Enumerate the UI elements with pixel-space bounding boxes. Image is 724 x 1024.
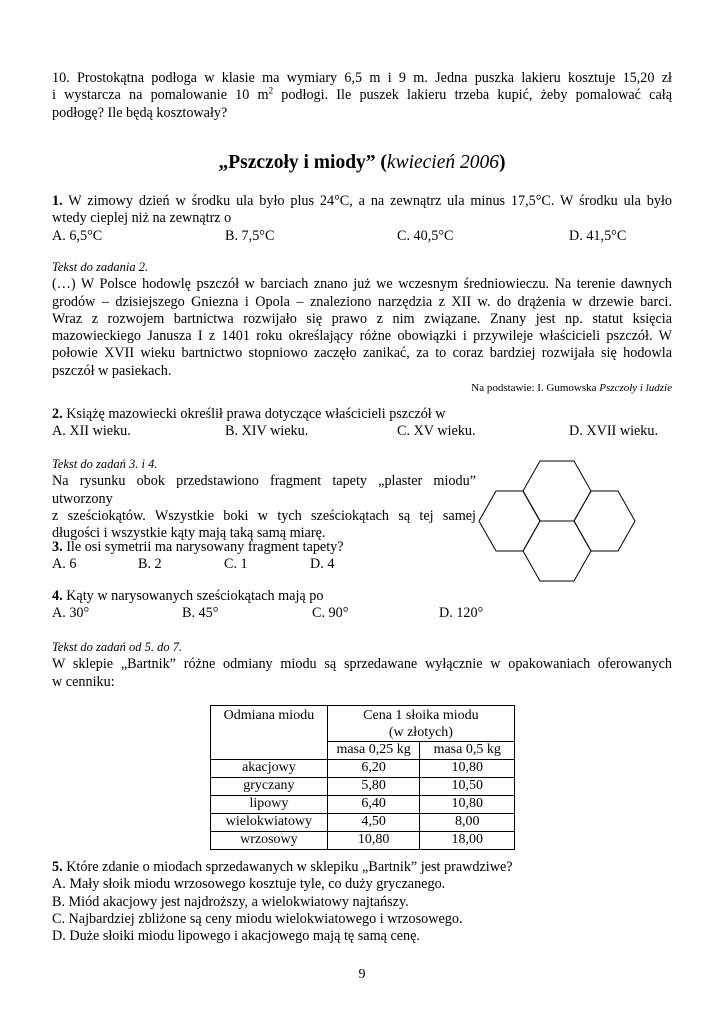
page-title: „Pszczoły i miody” (kwiecień 2006)	[218, 152, 506, 173]
q4-option-d: D. 120°	[439, 605, 484, 622]
q3-number: 3.	[52, 539, 63, 555]
text34-label: Tekst do zadań 3. i 4.	[52, 457, 158, 471]
table-cell-small: 10,80	[327, 832, 420, 850]
section-title	[52, 151, 672, 175]
q1-options	[52, 228, 672, 245]
q3-text: 3. Ile osi symetrii ma narysowany fragment tapety?	[52, 539, 344, 555]
text2-line-4: mazowieckiego Janusza I z 1401 roku określający różne obowiązki i przywileje właścicieli pszczół. W	[52, 328, 672, 345]
question-5	[52, 859, 672, 945]
q1-option-c: C. 40,5°C	[397, 227, 454, 244]
text-for-questions-3-4	[52, 456, 476, 542]
hexagon-right	[574, 491, 635, 551]
q3-option-b: B. 2	[138, 556, 162, 573]
q5-option-d: D. Duże słoiki miodu lipowego i akacjowego mają tę samą cenę.	[52, 928, 420, 945]
question-2	[52, 406, 672, 441]
q1-option-d: D. 41,5°C	[569, 227, 627, 244]
q5-text: 5. Które zdanie o miodach sprzedawanych w sklepiku „Bartnik” jest prawdziwe?	[52, 859, 513, 875]
table-row	[211, 778, 515, 796]
q2-option-b: B. XIV wieku.	[225, 423, 309, 440]
table-row	[211, 814, 515, 832]
text2-line-6: pszczół w pasiekach.	[52, 362, 172, 379]
q4-options	[52, 605, 552, 622]
question-4	[52, 588, 552, 623]
text2-line-2: grodów – dzisiejszego Gniezna i Opola – znaleziono narzędzia z XII w. do drążenia w drzewie barci.	[52, 293, 672, 310]
text57-label: Tekst do zadań od 5. do 7.	[52, 640, 183, 654]
q10-line-3: podłogę? Ile będą kosztowały?	[52, 104, 228, 121]
q5-option-c: C. Najbardziej zbliżone są ceny miodu wielokwiatowego i wrzosowego.	[52, 910, 463, 927]
hexagon-bottom	[523, 521, 591, 581]
q1-option-b: B. 7,5°C	[225, 227, 275, 244]
hexagon-shared-edge	[523, 491, 540, 521]
honeycomb-figure	[470, 458, 670, 608]
q2-option-d: D. XVII wieku.	[569, 423, 659, 440]
table-row	[211, 796, 515, 814]
question-3	[52, 539, 472, 574]
table-row	[211, 832, 515, 850]
table-cell-small: 6,40	[327, 796, 420, 814]
table-header-large: masa 0,5 kg	[420, 742, 515, 760]
q2-option-c: C. XV wieku.	[397, 423, 476, 440]
q4-text: 4. Kąty w narysowanych sześciokątach mają po	[52, 588, 324, 604]
q3-option-d: D. 4	[310, 556, 335, 573]
text2-label: Tekst do zadania 2.	[52, 260, 149, 274]
q3-options	[52, 556, 472, 573]
question-1	[52, 193, 672, 245]
q1-number: 1.	[52, 193, 63, 209]
q5-option-b: B. Miód akacjowy jest najdroższy, a wielokwiatowy najtańszy.	[52, 893, 409, 910]
price-table	[210, 705, 515, 850]
text2-source: Na podstawie: I. Gumowska Pszczoły i ludzie	[471, 382, 672, 395]
table-cell-large: 10,80	[420, 760, 515, 778]
text2-line-5: połowie XVII wieku bartnictwo stopniowo zaczęło zanikać, za to coraz bardziej rozwijała się hodowla	[52, 345, 672, 362]
q4-option-a: A. 30°	[52, 605, 90, 622]
q4-number: 4.	[52, 588, 63, 604]
text57-line-1: W sklepie „Bartnik” różne odmiany miodu są sprzedawane wyłącznie w opakowaniach oferowanych	[52, 656, 672, 673]
question-10	[52, 70, 672, 122]
table-header-small: masa 0,25 kg	[327, 742, 420, 760]
table-header-variety: Odmiana miodu	[211, 706, 328, 760]
q10-superscript: 2	[268, 85, 274, 96]
text-for-questions-5-7	[52, 639, 672, 691]
table-cell-large: 8,00	[420, 814, 515, 832]
q5-number: 5.	[52, 859, 63, 875]
table-header-row	[211, 706, 515, 742]
page-number: 9	[358, 967, 366, 982]
q3-option-c: C. 1	[224, 556, 248, 573]
hexagon-left	[479, 491, 540, 551]
table-cell-variety: wrzosowy	[211, 832, 328, 850]
q3-option-a: A. 6	[52, 556, 77, 573]
q4-option-c: C. 90°	[312, 605, 349, 622]
q4-option-b: B. 45°	[182, 605, 219, 622]
table-cell-large: 10,50	[420, 778, 515, 796]
table-cell-large: 18,00	[420, 832, 515, 850]
table-cell-variety: gryczany	[211, 778, 328, 796]
table-cell-small: 4,50	[327, 814, 420, 832]
table-cell-small: 5,80	[327, 778, 420, 796]
hexagon-top	[523, 461, 591, 521]
text2-line-3: Wraz z rozwojem bartnictwa rozwijało się prawo z nim związane. Znany jest np. statut księcia	[52, 310, 672, 327]
q1-line-1: 1. W zimowy dzień w środku ula było plus 24°C, a na zewnątrz ula minus 17,5°C. W środku ula było	[52, 193, 672, 209]
q2-option-a: A. XII wieku.	[52, 423, 131, 440]
text57-line-2: w cenniku:	[52, 673, 115, 690]
text2-line-1: (…) W Polsce hodowlę pszczół w barciach znano już we wczesnym średniowieczu. Na terenie dawnych	[52, 276, 672, 293]
table-cell-small: 6,20	[327, 760, 420, 778]
q2-options	[52, 423, 672, 440]
text-for-question-2	[52, 259, 672, 397]
table-header-price: Cena 1 słoika miodu (w złotych)	[327, 706, 514, 742]
table-cell-variety: wielokwiatowy	[211, 814, 328, 832]
q1-option-a: A. 6,5°C	[52, 227, 103, 244]
table-cell-large: 10,80	[420, 796, 515, 814]
text34-line-3: długości i wszystkie kąty mają taką samą miarę.	[52, 525, 326, 542]
table-cell-variety: akacjowy	[211, 760, 328, 778]
text34-line-2: z sześciokątów. Wszystkie boki w tych sześciokątach są tej samej	[52, 507, 476, 524]
table-cell-variety: lipowy	[211, 796, 328, 814]
q2-text: 2. Książę mazowiecki określił prawa dotyczące właścicieli pszczół w	[52, 406, 446, 422]
table-row	[211, 760, 515, 778]
q10-line-2: i wystarcza na pomalowanie 10 $m^2$ podłogi. Ile puszek lakieru trzeba kupić, żeby pomalować całą	[52, 85, 672, 104]
q2-number: 2.	[52, 406, 63, 422]
q1-line-2: wtedy cieplej niż na zewnątrz o	[52, 210, 232, 227]
q5-option-a: A. Mały słoik miodu wrzosowego kosztuje tyle, co duży gryczanego.	[52, 876, 446, 893]
text34-line-1: Na rysunku obok przedstawiono fragment tapety „plaster miodu” utworzony	[52, 473, 476, 507]
q10-line-1: 10. Prostokątna podłoga w klasie ma wymiary 6,5 m i 9 m. Jedna puszka lakieru kosztuje 15,20 zł	[52, 70, 672, 86]
